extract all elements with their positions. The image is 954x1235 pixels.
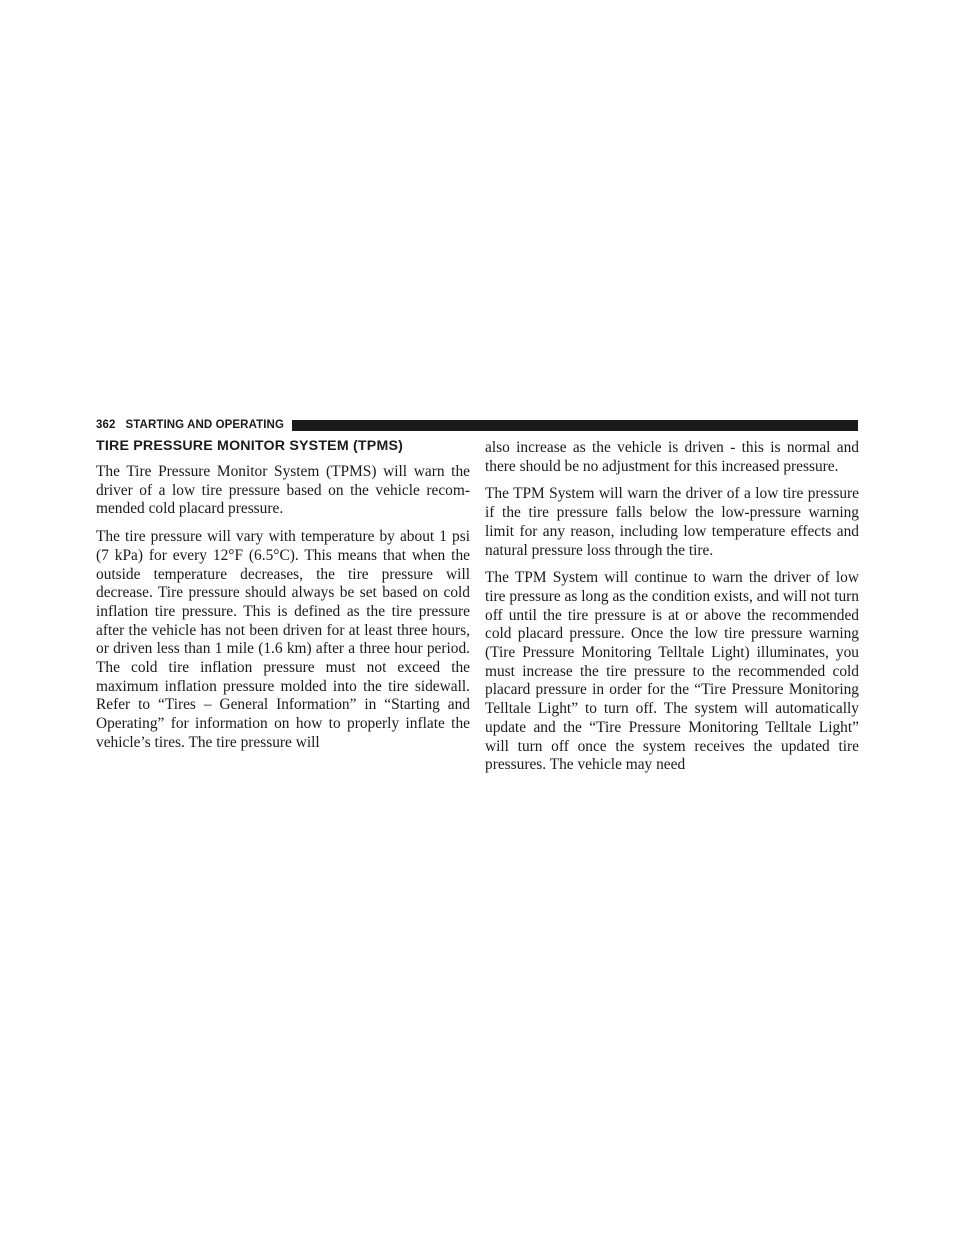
paragraph-tpms-intro: The Tire Pressure Monitor System (TPMS) will warn the driver of a low tire pressure based on the vehicle recommended cold placard pressure. [96, 463, 470, 518]
paragraph-temperature: The tire pressure will vary with temperature by about 1 psi (7 kPa) for every 12°F (6.5°C). This means that when the outside temperature decreases, the tire pressure will decrease. Tire pressure should always be set based on cold inflation tire pressure. This is defined as the tire pressure after the vehicle has not been driven for at least three hours, or driven less than 1 mile (1.6 km) after a three hour period. The cold tire inflation pressure must not exceed the maximum inflation pressure molded into the tire sidewall. Refer to “Tires – General Information” in “Starting and Operating” for information on how to properly inflate the vehicle’s tires. The tire pressure will [96, 528, 470, 751]
page-header [96, 418, 858, 432]
running-section-title: STARTING AND OPERATING [125, 419, 285, 431]
header-rule [292, 420, 858, 431]
page-number: 362 [96, 419, 116, 431]
paragraph-telltale: The TPM System will continue to warn the driver of low tire pressure as long as the condition exists, and will not turn off until the tire pressure is at or above the recommended cold placard pressure. Once the low tire pressure warning (Tire Pressure Monitoring Telltale Light) illuminates, you must increase the tire pressure to the recommended cold placard pressure in order for the “Tire Pressure Monitoring Telltale Light” to turn off. The system will automatically update and the “Tire Pressure Monitoring Telltale Light” will turn off once the system receives the updated tire pressures. The vehicle may need [485, 569, 859, 774]
section-heading: TIRE PRESSURE MONITOR SYSTEM (TPMS) [96, 438, 404, 454]
left-column [96, 437, 470, 762]
paragraph-continued: also increase as the vehicle is driven - this is normal and there should be no adjustment for this increased pressure. [485, 439, 859, 475]
paragraph-warning-limit: The TPM System will warn the driver of a low tire pressure if the tire pressure falls below the low-pressure warning limit for any reason, including low temperature effects and natural pressure loss through the tire. [485, 485, 859, 559]
right-column [485, 439, 859, 784]
